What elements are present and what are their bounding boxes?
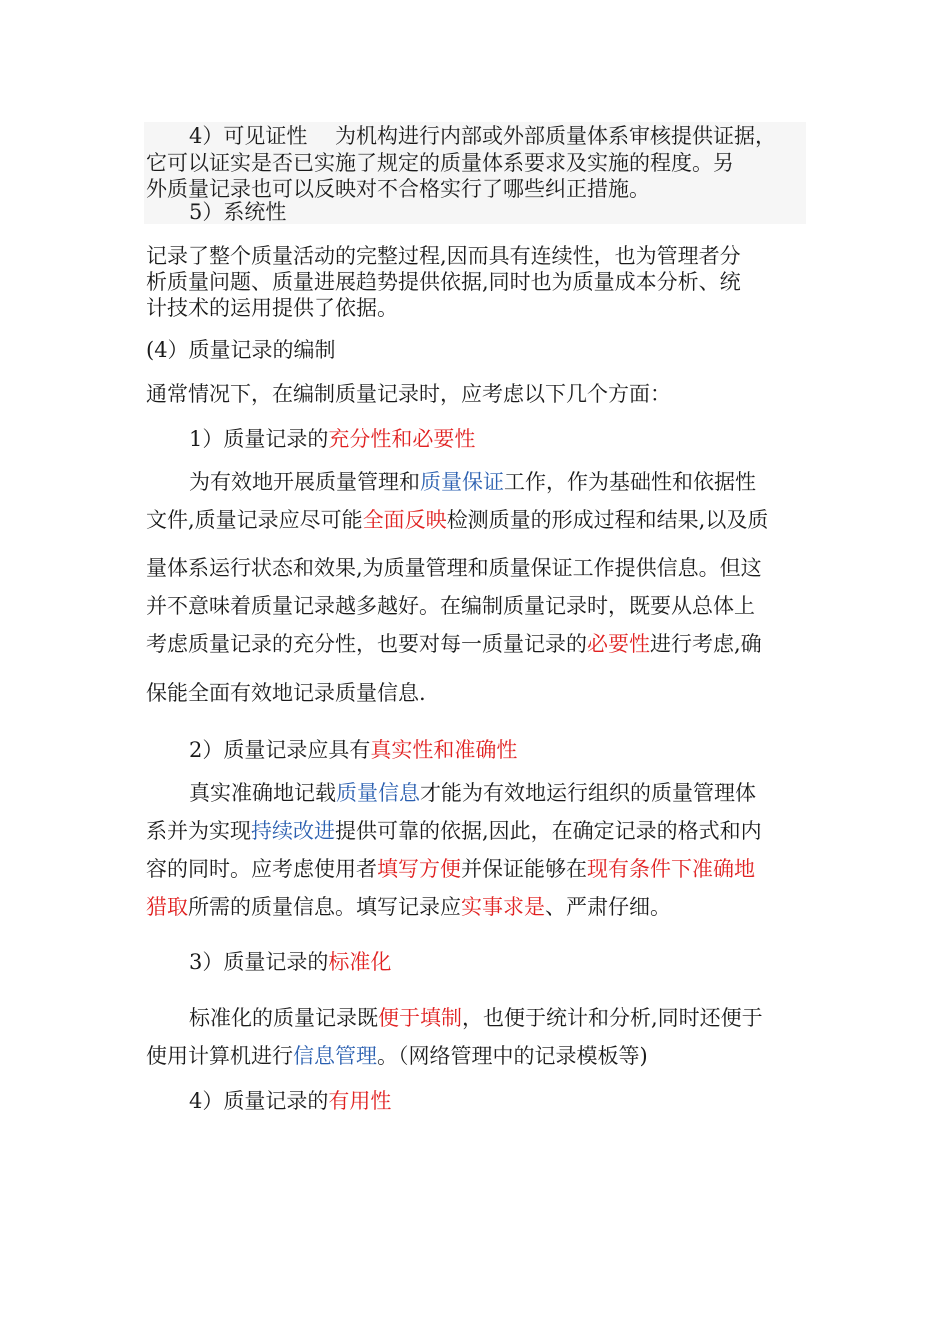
block2-line2: 析质量问题、质量进展趋势提供依据,同时也为质量成本分析、统 [146,270,741,294]
block2-line1: 记录了整个质量活动的完整过程,因而具有连续性，也为管理者分 [146,244,741,268]
section4-intro: 通常情况下，在编制质量记录时，应考虑以下几个方面： [146,382,671,406]
item2-line3: 容的同时。应考虑使用者填写方便并保证能够在现有条件下准确地 [146,857,755,881]
item2-line2: 系并为实现持续改进提供可靠的依据,因此，在确定记录的格式和内 [146,819,762,843]
section4-heading: (4）质量记录的编制 [146,338,336,362]
item1-line4: 并不意味着质量记录越多越好。在编制质量记录时，既要从总体上 [146,594,755,618]
item1-line1: 为有效地开展质量管理和质量保证工作，作为基础性和依据性 [189,470,756,494]
item4-heading: 4）质量记录的有用性 [189,1089,392,1113]
item3-line2: 使用计算机进行信息管理。（网络管理中的记录模板等) [146,1044,648,1068]
item3-heading: 3）质量记录的标准化 [189,950,392,974]
block1-line3: 外质量记录也可以反映对不合格实行了哪些纠正措施。 [146,177,650,201]
item1-heading: 1）质量记录的充分性和必要性 [189,427,476,451]
item2-line1: 真实准确地记载质量信息才能为有效地运行组织的质量管理体 [189,781,756,805]
item1-line6: 保能全面有效地记录质量信息. [146,681,426,705]
item2-heading: 2）质量记录应具有真实性和准确性 [189,738,518,762]
item1-line3: 量体系运行状态和效果,为质量管理和质量保证工作提供信息。但这 [146,556,762,580]
item2-line4: 猎取所需的质量信息。填写记录应实事求是、严肃仔细。 [146,895,671,919]
item3-line1: 标准化的质量记录既便于填制，也便于统计和分析,同时还便于 [189,1006,763,1030]
block1-line2: 它可以证实是否已实施了规定的质量体系要求及实施的程度。另 [146,151,734,175]
item1-line2: 文件,质量记录应尽可能全面反映检测质量的形成过程和结果,以及质 [146,508,769,532]
item1-line5: 考虑质量记录的充分性，也要对每一质量记录的必要性进行考虑,确 [146,632,762,656]
block2-line3: 计技术的运用提供了依据。 [146,296,398,320]
block1-line4-heading: 5）系统性 [189,200,287,224]
block1-line1: 4）可见证性 为机构进行内部或外部质量体系审核提供证据， [189,124,777,148]
